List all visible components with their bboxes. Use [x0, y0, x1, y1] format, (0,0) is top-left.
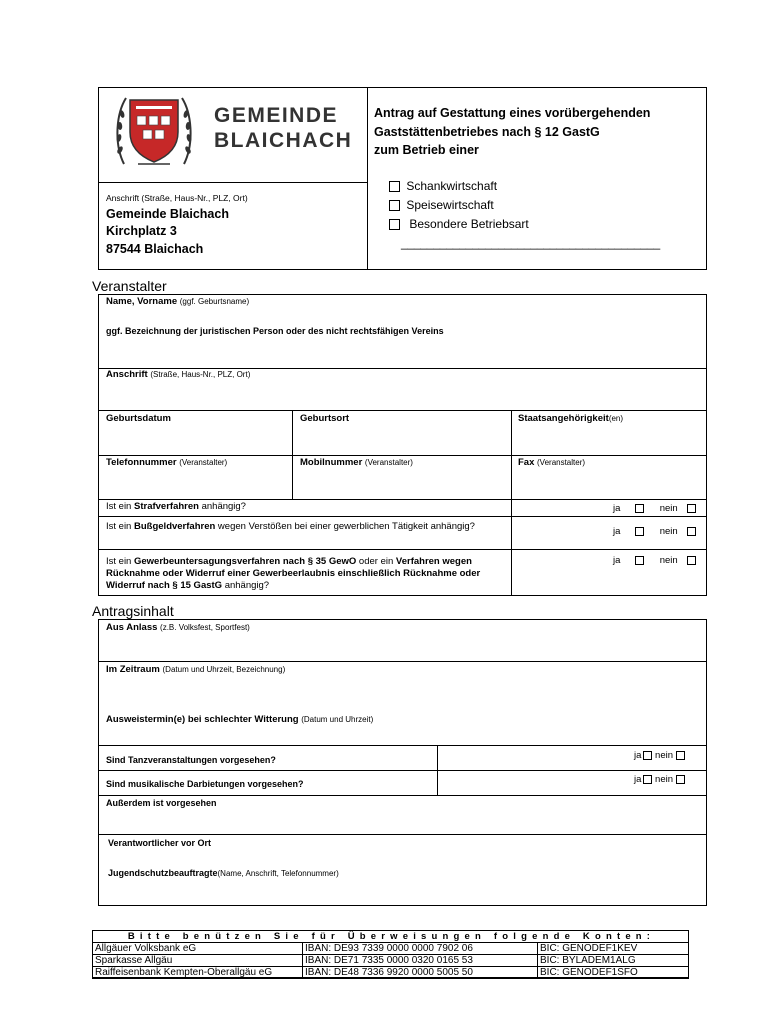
- column-divider: [511, 410, 512, 596]
- bank-iban: IBAN: DE93 7339 0000 0000 7902 06: [303, 943, 538, 955]
- ja-label: ja: [613, 555, 621, 566]
- nein-label: nein: [659, 555, 678, 566]
- bussgeldverfahren-nein-checkbox[interactable]: [687, 527, 696, 536]
- q1-text-a: Ist ein: [106, 501, 134, 512]
- betriebsart-blank-line[interactable]: ________________________________________: [401, 236, 660, 250]
- q3-text-c: oder ein: [356, 556, 396, 567]
- fax-label: [518, 457, 585, 468]
- bank-name: Raiffeisenbank Kempten-Oberallgäu eG: [93, 967, 303, 979]
- nein-label: nein: [655, 774, 674, 785]
- logo-text-line1: GEMEINDE: [214, 104, 339, 127]
- q1-text-b: Strafverfahren: [134, 501, 199, 512]
- q2-text-c: wegen Verstößen bei einer gewerblichen Tätigkeit anhängig?: [215, 521, 475, 532]
- header-address-divider: [98, 182, 367, 183]
- header-divider: [367, 87, 368, 270]
- q2-text-b: Bußgeldverfahren: [134, 521, 216, 532]
- tanz-label: Sind Tanzveranstaltungen vorgesehen?: [106, 755, 276, 765]
- option-speisewirtschaft[interactable]: [389, 198, 494, 212]
- bank-bic: BIC: GENODEF1KEV: [538, 943, 689, 955]
- schankwirtschaft-label: Schankwirtschaft: [406, 179, 498, 193]
- logo-text-line2: BLAICHACH: [214, 129, 353, 152]
- anlass-text: Aus Anlass: [106, 622, 158, 633]
- jugendschutz-label: [108, 868, 339, 878]
- bank-name: Allgäuer Volksbank eG: [93, 943, 303, 955]
- nein-label: nein: [659, 503, 678, 514]
- q3-text-d: Verfahren wegen Rücknahme oder Widerruf einer Gewerbeerlaubnis einschließlich Rücknahme oder Widerruf nach § 15 GastG: [106, 556, 481, 591]
- telefon-sub: (Veranstalter): [179, 458, 228, 467]
- besondere-betriebsart-checkbox[interactable]: [389, 219, 400, 230]
- section-veranstalter-heading: Veranstalter: [92, 278, 167, 294]
- bank-table: [92, 930, 689, 978]
- q3-text-b: Gewerbeuntersagungsverfahren nach § 35 GewO: [134, 556, 357, 567]
- row-divider: [98, 795, 707, 796]
- nein-label: nein: [655, 750, 674, 761]
- mobil-label: [300, 457, 413, 468]
- address-city: 87544 Blaichach: [106, 242, 204, 256]
- ja-label: ja: [634, 774, 642, 785]
- option-schankwirtschaft[interactable]: [389, 179, 497, 193]
- option-besondere-betriebsart[interactable]: [389, 217, 529, 231]
- q2-text-a: Ist ein: [106, 521, 134, 532]
- form-title-line3: zum Betrieb einer: [374, 143, 479, 157]
- form-title-line1: Antrag auf Gestattung eines vorübergehenden: [374, 106, 651, 120]
- gewerbeuntersagung-question: [106, 556, 511, 592]
- bank-iban: IBAN: DE48 7336 9920 0000 5005 50: [303, 967, 538, 979]
- telefon-label: [106, 457, 227, 468]
- row-divider: [98, 745, 707, 746]
- geburtsort-label: Geburtsort: [300, 413, 350, 424]
- fax-sub: (Veranstalter): [537, 458, 586, 467]
- jugendschutz-sub: (Name, Anschrift, Telefonnummer): [217, 869, 339, 878]
- anlass-label: [106, 622, 250, 633]
- address-caption: Anschrift (Straße, Haus-Nr., PLZ, Ort): [106, 193, 248, 203]
- mobil-text: Mobilnummer: [300, 457, 363, 468]
- musik-label: Sind musikalische Darbietungen vorgesehen?: [106, 779, 304, 789]
- bank-bic: BIC: GENODEF1SFO: [538, 967, 689, 979]
- veranstalter-box: [98, 294, 707, 596]
- ausserdem-label: Außerdem ist vorgesehen: [106, 798, 217, 808]
- bussgeldverfahren-ja-checkbox[interactable]: [635, 527, 644, 536]
- ausweich-label: [106, 714, 373, 725]
- name-label: [106, 296, 249, 307]
- fax-text: Fax: [518, 457, 535, 468]
- gewerbeuntersagung-nein-checkbox[interactable]: [687, 556, 696, 565]
- staatsangehoerigkeit-label: [518, 413, 623, 424]
- bank-heading: Bitte benützen Sie für Überweisungen folgende Konten:: [127, 931, 656, 942]
- tanz-answer: [634, 750, 685, 761]
- musik-nein-checkbox[interactable]: [676, 775, 685, 784]
- address-street: Kirchplatz 3: [106, 224, 177, 238]
- staatsangehoerigkeit-sub: (en): [608, 414, 624, 423]
- bussgeldverfahren-answer: [613, 526, 696, 537]
- zeitraum-sub: (Datum und Uhrzeit, Bezeichnung): [162, 665, 286, 674]
- tanz-nein-checkbox[interactable]: [676, 751, 685, 760]
- schankwirtschaft-checkbox[interactable]: [389, 181, 400, 192]
- ausweich-sub: (Datum und Uhrzeit): [301, 715, 374, 724]
- table-row: [93, 967, 689, 979]
- zeitraum-label: [106, 664, 285, 675]
- ja-label: ja: [613, 503, 621, 514]
- bank-bic: BIC: BYLADEM1ALG: [538, 955, 689, 967]
- jugendschutz-text: Jugendschutzbeauftragte: [108, 868, 218, 878]
- tanz-ja-checkbox[interactable]: [643, 751, 652, 760]
- bank-accounts-table: [92, 942, 689, 979]
- bank-iban: IBAN: DE71 7335 0000 0320 0165 53: [303, 955, 538, 967]
- row-divider: [98, 770, 707, 771]
- bank-name: Sparkasse Allgäu: [93, 955, 303, 967]
- ja-label: ja: [613, 526, 621, 537]
- juristic-person-label: ggf. Bezeichnung der juristischen Person oder des nicht rechtsfähigen Vereins: [106, 326, 444, 336]
- nein-label: nein: [659, 526, 678, 537]
- row-divider: [98, 455, 707, 456]
- table-row: [93, 943, 689, 955]
- gewerbeuntersagung-answer: [613, 555, 696, 566]
- address-name: Gemeinde Blaichach: [106, 207, 229, 221]
- section-antragsinhalt-heading: Antragsinhalt: [92, 603, 174, 619]
- musik-ja-checkbox[interactable]: [643, 775, 652, 784]
- name-label-text: Name, Vorname: [106, 296, 178, 307]
- row-divider: [98, 661, 707, 662]
- speisewirtschaft-label: Speisewirtschaft: [406, 198, 494, 212]
- row-divider: [98, 549, 707, 550]
- name-label-sub: (ggf. Geburtsname): [179, 297, 250, 306]
- q1-text-c: anhängig?: [198, 501, 246, 512]
- row-divider: [98, 410, 707, 411]
- anschrift-label: [106, 369, 250, 380]
- anschrift-label-text: Anschrift: [106, 369, 148, 380]
- gewerbeuntersagung-ja-checkbox[interactable]: [635, 556, 644, 565]
- coat-of-arms-logo: [112, 92, 196, 170]
- anschrift-label-sub: (Straße, Haus-Nr., PLZ, Ort): [150, 370, 251, 379]
- strafverfahren-nein-checkbox[interactable]: [687, 504, 696, 513]
- besondere-betriebsart-label: Besondere Betriebsart: [409, 217, 529, 231]
- telefon-text: Telefonnummer: [106, 457, 177, 468]
- ausweich-text: Ausweistermin(e) bei schlechter Witterung: [106, 714, 299, 725]
- verantwortlicher-label: Verantwortlicher vor Ort: [108, 838, 212, 848]
- row-divider: [98, 834, 707, 835]
- bussgeldverfahren-question: [106, 521, 506, 533]
- ja-label: ja: [634, 750, 642, 761]
- row-divider: [98, 516, 707, 517]
- strafverfahren-question: [106, 501, 506, 513]
- musik-answer: [634, 774, 685, 785]
- geburtsdatum-label: Geburtsdatum: [106, 413, 171, 424]
- strafverfahren-answer: [613, 503, 696, 514]
- strafverfahren-ja-checkbox[interactable]: [635, 504, 644, 513]
- anlass-sub: (z.B. Volksfest, Sportfest): [160, 623, 250, 632]
- staatsangehoerigkeit-text: Staatsangehörigkeit: [518, 413, 609, 424]
- row-divider: [98, 499, 707, 500]
- zeitraum-text: Im Zeitraum: [106, 664, 160, 675]
- q3-text-e: anhängig?: [222, 580, 270, 591]
- form-title-line2: Gaststättenbetriebes nach § 12 GastG: [374, 125, 600, 139]
- speisewirtschaft-checkbox[interactable]: [389, 200, 400, 211]
- q3-text-a: Ist ein: [106, 556, 134, 567]
- mobil-sub: (Veranstalter): [364, 458, 413, 467]
- table-row: [93, 955, 689, 967]
